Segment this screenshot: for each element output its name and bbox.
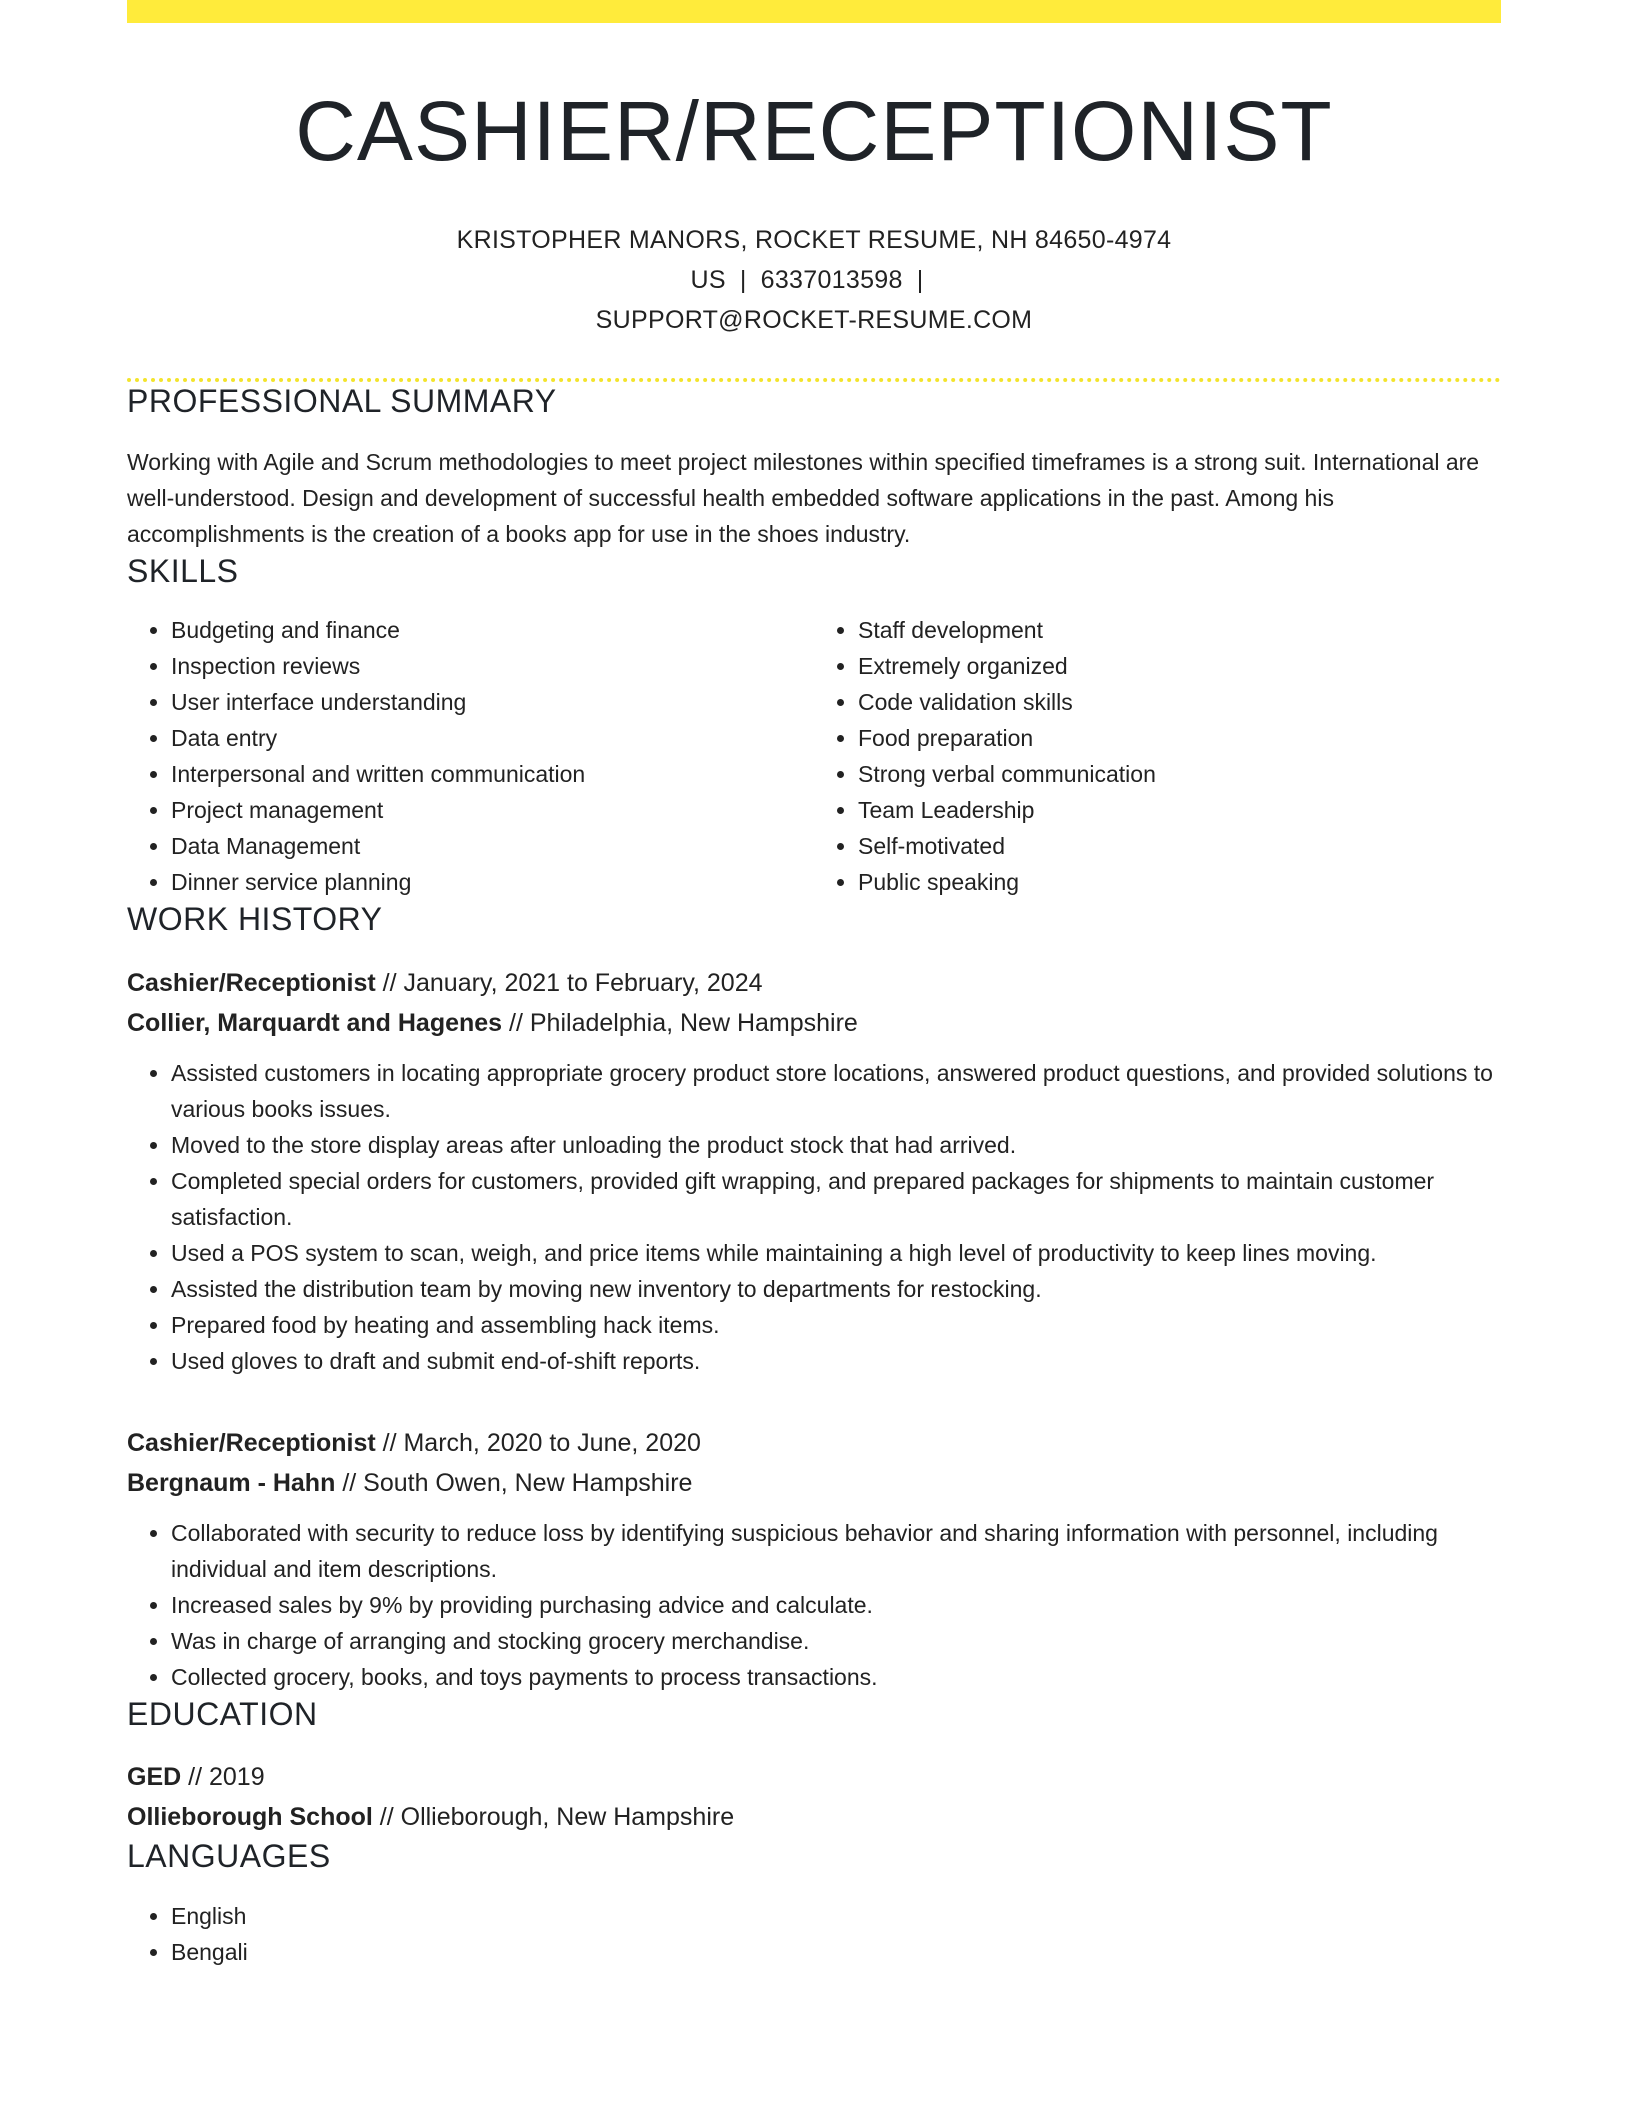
skill-item: • Extremely organized bbox=[858, 648, 1501, 684]
contact-email: SUPPORT@ROCKET-RESUME.COM bbox=[595, 305, 1033, 334]
job-company-line bbox=[127, 1463, 1501, 1503]
job-location: // South Owen, New Hampshire bbox=[342, 1468, 693, 1497]
contact-separator: | bbox=[739, 265, 747, 294]
skill-item: • Staff development bbox=[858, 612, 1501, 648]
job-dates: // January, 2021 to February, 2024 bbox=[382, 968, 763, 997]
skills-grid bbox=[127, 612, 1501, 900]
summary-text: Working with Agile and Scrum methodologies to meet project milestones within specified timeframes is a strong suit. International are well-understood. Design and development of successful health embedded software applications in the past. Among his accomplishments is the creation of a books app for use in the shoes industry. bbox=[127, 448, 1480, 547]
job-bullet: • Moved to the store display areas after unloading the product stock that had arrived. bbox=[171, 1127, 1501, 1163]
job-bullet: • Increased sales by 9% by providing purchasing advice and calculate. bbox=[171, 1587, 1501, 1623]
contact-separator: | bbox=[916, 265, 924, 294]
language-item: • Bengali bbox=[171, 1934, 1501, 1970]
job-company-line bbox=[127, 1003, 1501, 1043]
job-bullets bbox=[127, 1515, 1501, 1695]
section-heading-languages: LANGUAGES bbox=[127, 1838, 331, 1875]
education-degree: GED bbox=[127, 1763, 182, 1792]
job-bullet: • Used gloves to draft and submit end-of-shift reports. bbox=[171, 1343, 1501, 1379]
education-year: // 2019 bbox=[188, 1763, 265, 1792]
job-location: // Philadelphia, New Hampshire bbox=[509, 1008, 858, 1037]
skill-item: • Interpersonal and written communication bbox=[171, 756, 814, 792]
section-heading-work-history: WORK HISTORY bbox=[127, 901, 383, 938]
job-title-line bbox=[127, 1423, 1501, 1463]
section-heading-skills: SKILLS bbox=[127, 552, 239, 589]
skill-item: • Data Management bbox=[171, 828, 814, 864]
accent-bar bbox=[127, 0, 1501, 23]
language-item: • English bbox=[171, 1898, 1501, 1934]
job-dates: // March, 2020 to June, 2020 bbox=[382, 1428, 701, 1457]
job-entry bbox=[127, 963, 1501, 1379]
job-company: Collier, Marquardt and Hagenes bbox=[127, 1008, 503, 1037]
skill-item: • Code validation skills bbox=[858, 684, 1501, 720]
education-school-line bbox=[127, 1797, 1501, 1837]
skill-item: • Data entry bbox=[171, 720, 814, 756]
skills-list-left bbox=[127, 612, 814, 900]
job-entry bbox=[127, 1423, 1501, 1695]
job-company: Bergnaum - Hahn bbox=[127, 1468, 336, 1497]
skill-item: • Self-motivated bbox=[858, 828, 1501, 864]
skills-list-right bbox=[814, 612, 1501, 900]
contact-info bbox=[334, 220, 1294, 340]
education-degree-line bbox=[127, 1757, 1501, 1797]
skill-item: • Project management bbox=[171, 792, 814, 828]
job-bullet: • Was in charge of arranging and stocking grocery merchandise. bbox=[171, 1623, 1501, 1659]
job-bullet: • Used a POS system to scan, weigh, and price items while maintaining a high level of productivity to keep lines moving. bbox=[171, 1235, 1501, 1271]
contact-phone: 6337013598 bbox=[760, 265, 903, 294]
job-bullet: • Assisted customers in locating appropriate grocery product store locations, answered product questions, and provided solutions to various books issues. bbox=[171, 1055, 1501, 1127]
skill-item: • Food preparation bbox=[858, 720, 1501, 756]
section-heading-summary: PROFESSIONAL SUMMARY bbox=[127, 382, 557, 419]
resume-page bbox=[127, 0, 1501, 2112]
skill-item: • Inspection reviews bbox=[171, 648, 814, 684]
job-bullet: • Completed special orders for customers, provided gift wrapping, and prepared packages for shipments to maintain customer satisfaction. bbox=[171, 1163, 1501, 1235]
skill-item: • Team Leadership bbox=[858, 792, 1501, 828]
skill-item: • User interface understanding bbox=[171, 684, 814, 720]
job-bullet: • Prepared food by heating and assembling hack items. bbox=[171, 1307, 1501, 1343]
job-bullet: • Assisted the distribution team by moving new inventory to departments for restocking. bbox=[171, 1271, 1501, 1307]
job-bullet: • Collaborated with security to reduce loss by identifying suspicious behavior and sharing information with personnel, including individual and item descriptions. bbox=[171, 1515, 1501, 1587]
education-entry bbox=[127, 1757, 1501, 1837]
resume-title: CASHIER/RECEPTIONIST bbox=[295, 84, 1333, 178]
skill-item: • Strong verbal communication bbox=[858, 756, 1501, 792]
job-bullet: • Collected grocery, books, and toys payments to process transactions. bbox=[171, 1659, 1501, 1695]
education-location: // Ollieborough, New Hampshire bbox=[379, 1803, 735, 1832]
skill-item: • Public speaking bbox=[858, 864, 1501, 900]
skill-item: • Dinner service planning bbox=[171, 864, 814, 900]
education-school: Ollieborough School bbox=[127, 1803, 373, 1832]
skill-item: • Budgeting and finance bbox=[171, 612, 814, 648]
languages-list bbox=[127, 1898, 1501, 1970]
contact-address: KRISTOPHER MANORS, ROCKET RESUME, NH 84650-4974 US bbox=[456, 225, 1172, 294]
job-title: Cashier/Receptionist bbox=[127, 1428, 376, 1457]
job-bullets bbox=[127, 1055, 1501, 1379]
section-heading-education: EDUCATION bbox=[127, 1695, 318, 1732]
job-title-line bbox=[127, 963, 1501, 1003]
job-title: Cashier/Receptionist bbox=[127, 968, 376, 997]
